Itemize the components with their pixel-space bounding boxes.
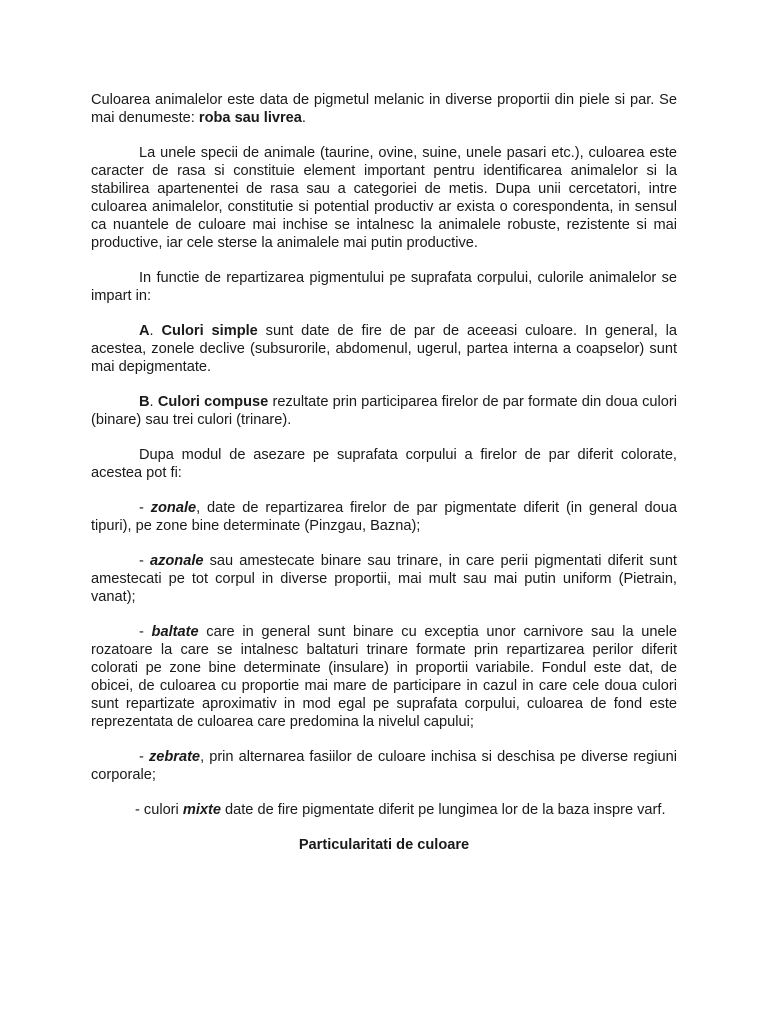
mixte-term: mixte — [182, 802, 221, 818]
baltate-term: baltate — [151, 624, 199, 640]
zonale-text: , date de repartizarea firelor de par pigmentate diferit (in general doua tipuri), pe zone bine determinate (Pinzgau, Bazna); — [91, 500, 677, 534]
zonale-dash: - — [139, 500, 151, 516]
simple-colors-letter: A — [139, 323, 150, 339]
intro-text: Culoarea animalelor este data de pigmetul melanic in diverse proportii din piele si par. Se mai denumeste: — [91, 92, 677, 126]
mixte-dash: - culori — [135, 802, 183, 818]
zebrate-text: , prin alternarea fasiilor de culoare inchisa si deschisa pe diverse regiuni corporale; — [91, 749, 678, 783]
zonale-term: zonale — [150, 500, 197, 516]
paragraph-intro — [91, 91, 677, 127]
paragraph-compound-colors — [91, 393, 677, 429]
zebrate-term: zebrate — [148, 749, 201, 765]
paragraph-simple-colors — [91, 322, 677, 376]
baltate-text: care in general sunt binare cu exceptia unor carnivore sau la unele rozatoare la care se intalnesc baltaturi trinare formate prin repartizarea perilor diferit colorati pe zone bine determinate (insulare) in proportii variabile. Fondul este dat, de obicei, de culoarea cu proportie mai mare de participare in cazul in care cele doua culori sunt repartizate aproximativ in mod egal pe suprafata corpului, culoarea de fond este reprezentata de culoarea care predomina la nivelul capului; — [91, 624, 677, 730]
compound-colors-term: Culori compuse — [157, 394, 269, 410]
pigment-distribution-text: In functie de repartizarea pigmentului pe suprafata corpului, culorile animalelor se impart in: — [91, 270, 677, 304]
paragraph-breed-color — [91, 144, 677, 252]
azonale-term: azonale — [149, 553, 204, 569]
compound-colors-dot: . — [149, 394, 158, 410]
list-item-baltate — [91, 623, 677, 731]
azonale-dash: - — [139, 553, 150, 569]
baltate-dash: - — [139, 624, 152, 640]
breed-color-text: La unele specii de animale (taurine, ovine, suine, unele pasari etc.), culoarea este caracter de rasa si constituie element important pentru identificarea animalelor si la stabilirea apartenentei de rasa sau a categoriei de metis. Dupa unii cercetatori, intre culoarea animalelor, constitutie si potential productiv ar exista o corespondenta, in sensul ca nuantele de culoare mai inchise se intalnesc la animalele robuste, rezistente si mai productive, iar cele sterse la animalele mai putin productive. — [91, 145, 677, 251]
mixte-text: date de fire pigmentate diferit pe lungimea lor de la baza inspre varf. — [220, 802, 666, 818]
simple-colors-text: sunt date de fire de par de aceeasi culoare. In general, la acestea, zonele declive (subsurorile, abdomenul, ugerul, partea interna a coapselor) sunt mai depigmentate. — [91, 323, 677, 375]
azonale-text: sau amestecate binare sau trinare, in care perii pigmentati diferit sunt amestecati pe tot corpul in diverse proportii, mai mult sau mai putin uniform (Pietrain, vanat); — [91, 553, 677, 605]
compound-colors-text: rezultate prin participarea firelor de par formate din doua culori (binare) sau trei culori (trinare). — [91, 394, 678, 428]
arrangement-text: Dupa modul de asezare pe suprafata corpului a firelor de par diferit colorate, acestea pot fi: — [91, 447, 677, 481]
simple-colors-term: Culori simple — [161, 323, 258, 339]
list-item-zonale — [91, 499, 677, 535]
section-heading: Particularitati de culoare — [298, 837, 470, 853]
intro-bold-term: roba sau livrea — [198, 110, 302, 126]
document-page — [91, 91, 677, 871]
zebrate-dash: - — [139, 749, 149, 765]
list-item-mixte — [91, 801, 677, 819]
intro-end: . — [301, 110, 306, 126]
list-item-azonale — [91, 552, 677, 606]
paragraph-pigment-distribution — [91, 269, 677, 305]
simple-colors-dot: . — [149, 323, 162, 339]
list-item-zebrate — [91, 748, 677, 784]
paragraph-arrangement — [91, 446, 677, 482]
compound-colors-letter: B — [139, 394, 150, 410]
